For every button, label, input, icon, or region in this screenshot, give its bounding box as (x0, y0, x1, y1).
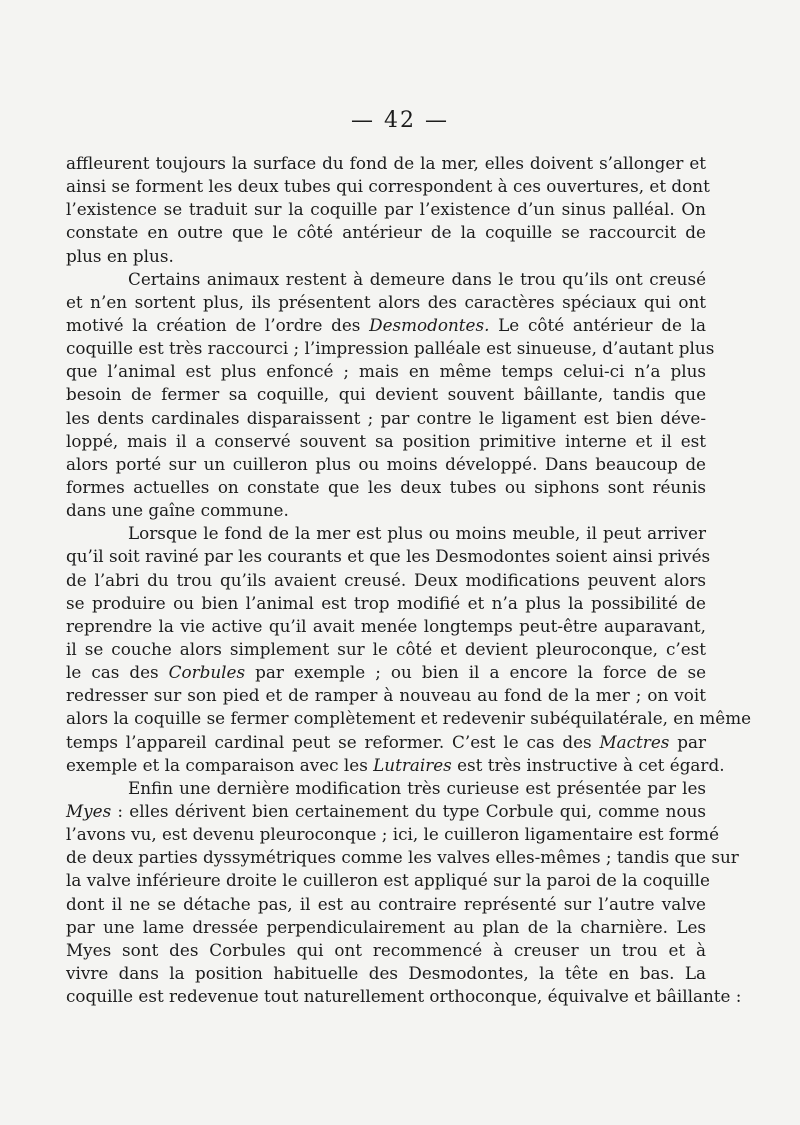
text-line: reprendre la vie active qu’il avait menée longtemps peut-être auparavant, (66, 615, 706, 636)
text-line: besoin de fermer sa coquille, qui devient souvent bâillante, tandis que (66, 384, 706, 405)
text-line (66, 661, 706, 684)
text-run: est très instructive à cet égard. (451, 754, 725, 775)
text-line (66, 314, 706, 337)
text-run: par (669, 731, 706, 752)
text-line: affleurent toujours la surface du fond de la mer, elles doivent s’allonger et (66, 153, 706, 173)
text-line: ainsi se forment les deux tubes qui correspondent à ces ouvertures, et dont (66, 176, 710, 197)
text-line (66, 731, 706, 754)
text-line: constate en outre que le côté antérieur de la coquille se raccourcit de (66, 222, 706, 243)
page-number: — 42 — (351, 108, 449, 133)
text-run: le cas des (66, 662, 169, 683)
text-line: de l’abri du trou qu’ils avaient creusé. Deux modifications peuvent alors (66, 569, 706, 590)
body-text (66, 152, 752, 1008)
text-line: coquille est redevenue tout naturellement orthoconque, équivalve et bâillante : (66, 986, 742, 1007)
text-line: se produire ou bien l’animal est trop modifié et n’a plus la possibilité de (66, 592, 706, 613)
text-line: plus en plus. (66, 245, 174, 266)
paragraph-start-line: Certains animaux restent à demeure dans le trou qu’ils ont creusé (128, 268, 706, 289)
text-run: exemple et la comparaison avec les (66, 754, 374, 775)
italic-taxon: Lutraires (373, 754, 452, 775)
text-line: formes actuelles on constate que les deux tubes ou siphons sont réunis (66, 476, 706, 497)
text-line: que l’animal est plus enfoncé ; mais en même temps celui-ci n’a plus (66, 361, 706, 382)
italic-taxon: Corbules (168, 662, 246, 683)
text-line: la valve inférieure droite le cuilleron est appliqué sur la paroi de la coquille (66, 870, 710, 891)
text-line: loppé, mais il a conservé souvent sa position primitive interne et il est (66, 430, 706, 451)
text-line: coquille est très raccourci ; l’impression palléale est sinueuse, d’autant plus (66, 338, 715, 359)
text-line (66, 800, 706, 823)
paragraph-start-line: Lorsque le fond de la mer est plus ou moins meuble, il peut arriver (128, 523, 706, 544)
text-line: vivre dans la position habituelle des Desmodontes, la tête en bas. La (66, 962, 706, 983)
text-line: l’avons vu, est devenu pleuroconque ; ici, le cuilleron ligamentaire est formé (66, 824, 720, 845)
text-line: dans une gaîne commune. (66, 500, 289, 521)
italic-taxon: Myes (66, 800, 112, 821)
text-line: l’existence se traduit sur la coquille par l’existence d’un sinus palléal. On (66, 199, 706, 220)
text-run: par exemple ; ou bien il a encore la force de se (245, 662, 706, 683)
text-line: les dents cardinales disparaissent ; par contre le ligament est bien déve- (66, 407, 706, 428)
text-line: et n’en sortent plus, ils présentent alors des caractères spéciaux qui ont (66, 291, 706, 312)
text-run: Le côté antérieur de la (489, 314, 707, 335)
text-line: il se couche alors simplement sur le côté et devient pleuroconque, c’est (66, 638, 706, 659)
text-line: alors la coquille se fermer complètement et redevenir subéquilatérale, en même (66, 708, 752, 729)
text-line: redresser sur son pied et de ramper à nouveau au fond de la mer ; on voit (66, 685, 706, 706)
text-line: alors porté sur un cuilleron plus ou moins développé. Dans beaucoup de (66, 453, 706, 474)
text-run: : elles dérivent bien certainement du type Corbule qui, comme nous (111, 800, 706, 821)
italic-taxon: Desmodontes. (369, 314, 490, 335)
italic-taxon: Mactres (599, 731, 670, 752)
text-line: de deux parties dyssymétriques comme les valves elles-mêmes ; tandis que sur (66, 847, 739, 868)
text-run: temps l’appareil cardinal peut se reformer. C’est le cas des (66, 731, 600, 752)
text-line: dont il ne se détache pas, il est au contraire représenté sur l’autre valve (66, 893, 706, 914)
text-line: qu’il soit raviné par les courants et que les Desmodontes soient ainsi privés (66, 546, 711, 567)
paragraph-start-line: Enfin une dernière modification très curieuse est présentée par les (128, 777, 706, 798)
text-line (66, 754, 725, 777)
text-line: Myes sont des Corbules qui ont recommencé à creuser un trou et à (66, 939, 706, 960)
text-line: par une lame dressée perpendiculairement au plan de la charnière. Les (66, 916, 706, 937)
text-run: motivé la création de l’ordre des (66, 314, 370, 335)
